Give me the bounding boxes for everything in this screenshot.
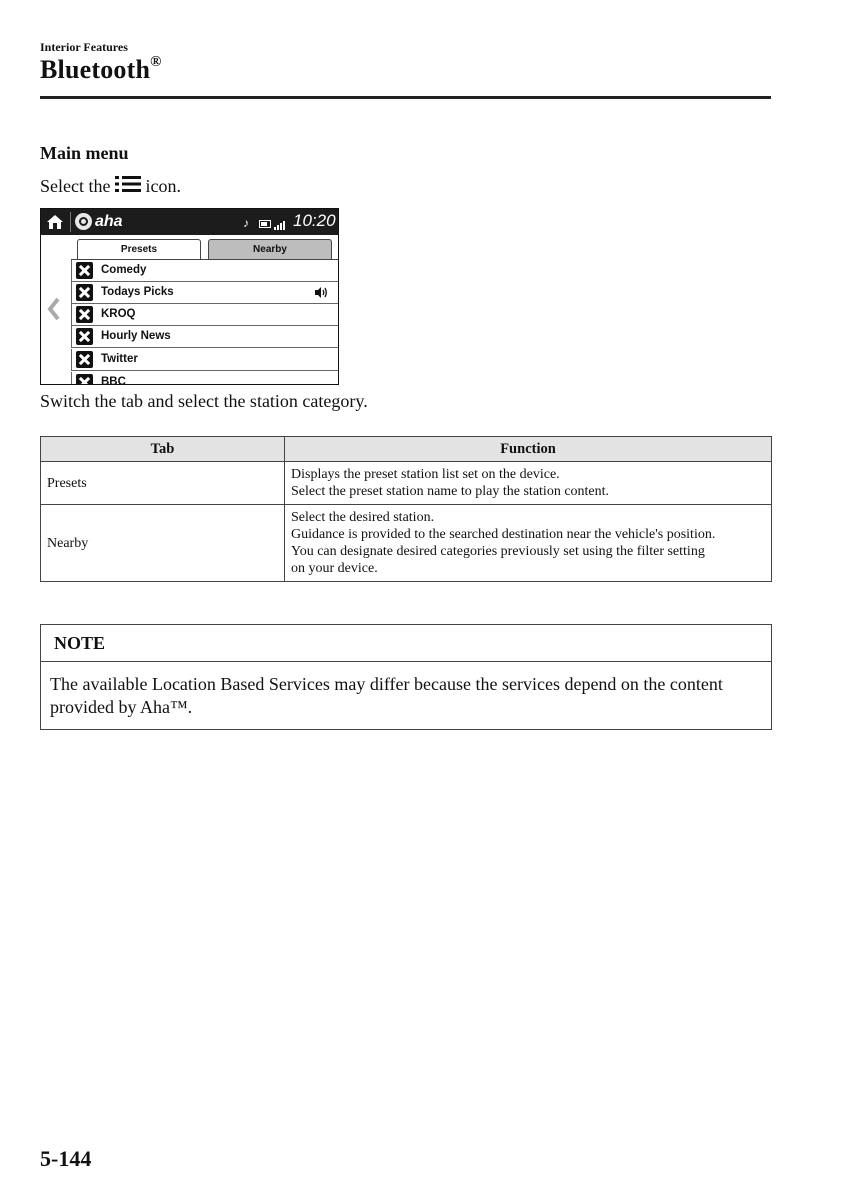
title-divider — [40, 96, 771, 99]
x-icon — [76, 328, 93, 345]
tab-function-table — [40, 436, 772, 582]
bar-divider — [70, 212, 71, 232]
table-row — [41, 505, 772, 582]
section-label: Interior Features — [40, 40, 128, 54]
x-icon — [76, 351, 93, 368]
signal-icon — [274, 217, 286, 227]
aha-screen — [40, 208, 339, 385]
station-item[interactable] — [71, 372, 338, 385]
aha-logo-icon — [75, 213, 92, 230]
table-row — [41, 462, 772, 505]
x-icon — [76, 306, 93, 323]
note-header — [41, 625, 771, 662]
home-icon[interactable] — [44, 212, 66, 232]
station-item[interactable] — [71, 282, 338, 304]
x-icon — [76, 284, 93, 301]
x-icon — [76, 262, 93, 279]
tab-nearby[interactable]: Nearby — [208, 239, 332, 259]
status-bar — [41, 209, 338, 235]
main-menu-heading: Main menu — [40, 143, 129, 163]
station-item[interactable] — [71, 260, 338, 282]
battery-icon — [259, 220, 271, 228]
column-header-tab: Tab — [41, 437, 285, 462]
station-item[interactable] — [71, 304, 338, 326]
station-label: KROQ — [101, 308, 136, 320]
page-title: Bluetooth® — [40, 54, 162, 84]
tab-cell: Presets — [41, 462, 285, 505]
station-label: BBC — [101, 376, 126, 385]
station-item[interactable] — [71, 326, 338, 348]
x-icon — [76, 374, 93, 385]
function-cell: Displays the preset station list set on the device. Select the preset station name to play the station content. — [285, 462, 772, 505]
speaker-icon — [314, 286, 328, 299]
station-label: Hourly News — [101, 330, 171, 342]
music-note-icon: ♪ — [243, 216, 249, 230]
chevron-left-icon[interactable] — [47, 297, 61, 321]
function-cell: Select the desired station. Guidance is provided to the searched destination near the vehicle's position. You can designate desired categories previously set using the filter setting on your device. — [285, 505, 772, 582]
list-menu-icon — [115, 175, 141, 198]
tab-presets[interactable]: Presets — [77, 239, 201, 259]
station-label: Todays Picks — [101, 286, 174, 298]
page-number: 5-144 — [40, 1146, 92, 1171]
note-title: NOTE — [54, 633, 106, 653]
note-body: The available Location Based Services may differ because the services depend on the content provided by Aha™. — [50, 674, 723, 717]
screen-caption: Switch the tab and select the station category. — [40, 391, 368, 411]
tab-cell: Nearby — [41, 505, 285, 582]
column-header-function: Function — [285, 437, 772, 462]
instruction-text: Select the icon. — [40, 176, 181, 196]
clock: 10:20 — [293, 211, 336, 230]
note-box — [40, 624, 772, 730]
station-label: Comedy — [101, 264, 147, 276]
app-name: aha — [95, 213, 123, 230]
station-item[interactable] — [71, 349, 338, 371]
station-label: Twitter — [101, 353, 138, 365]
table-header-row — [41, 437, 772, 462]
